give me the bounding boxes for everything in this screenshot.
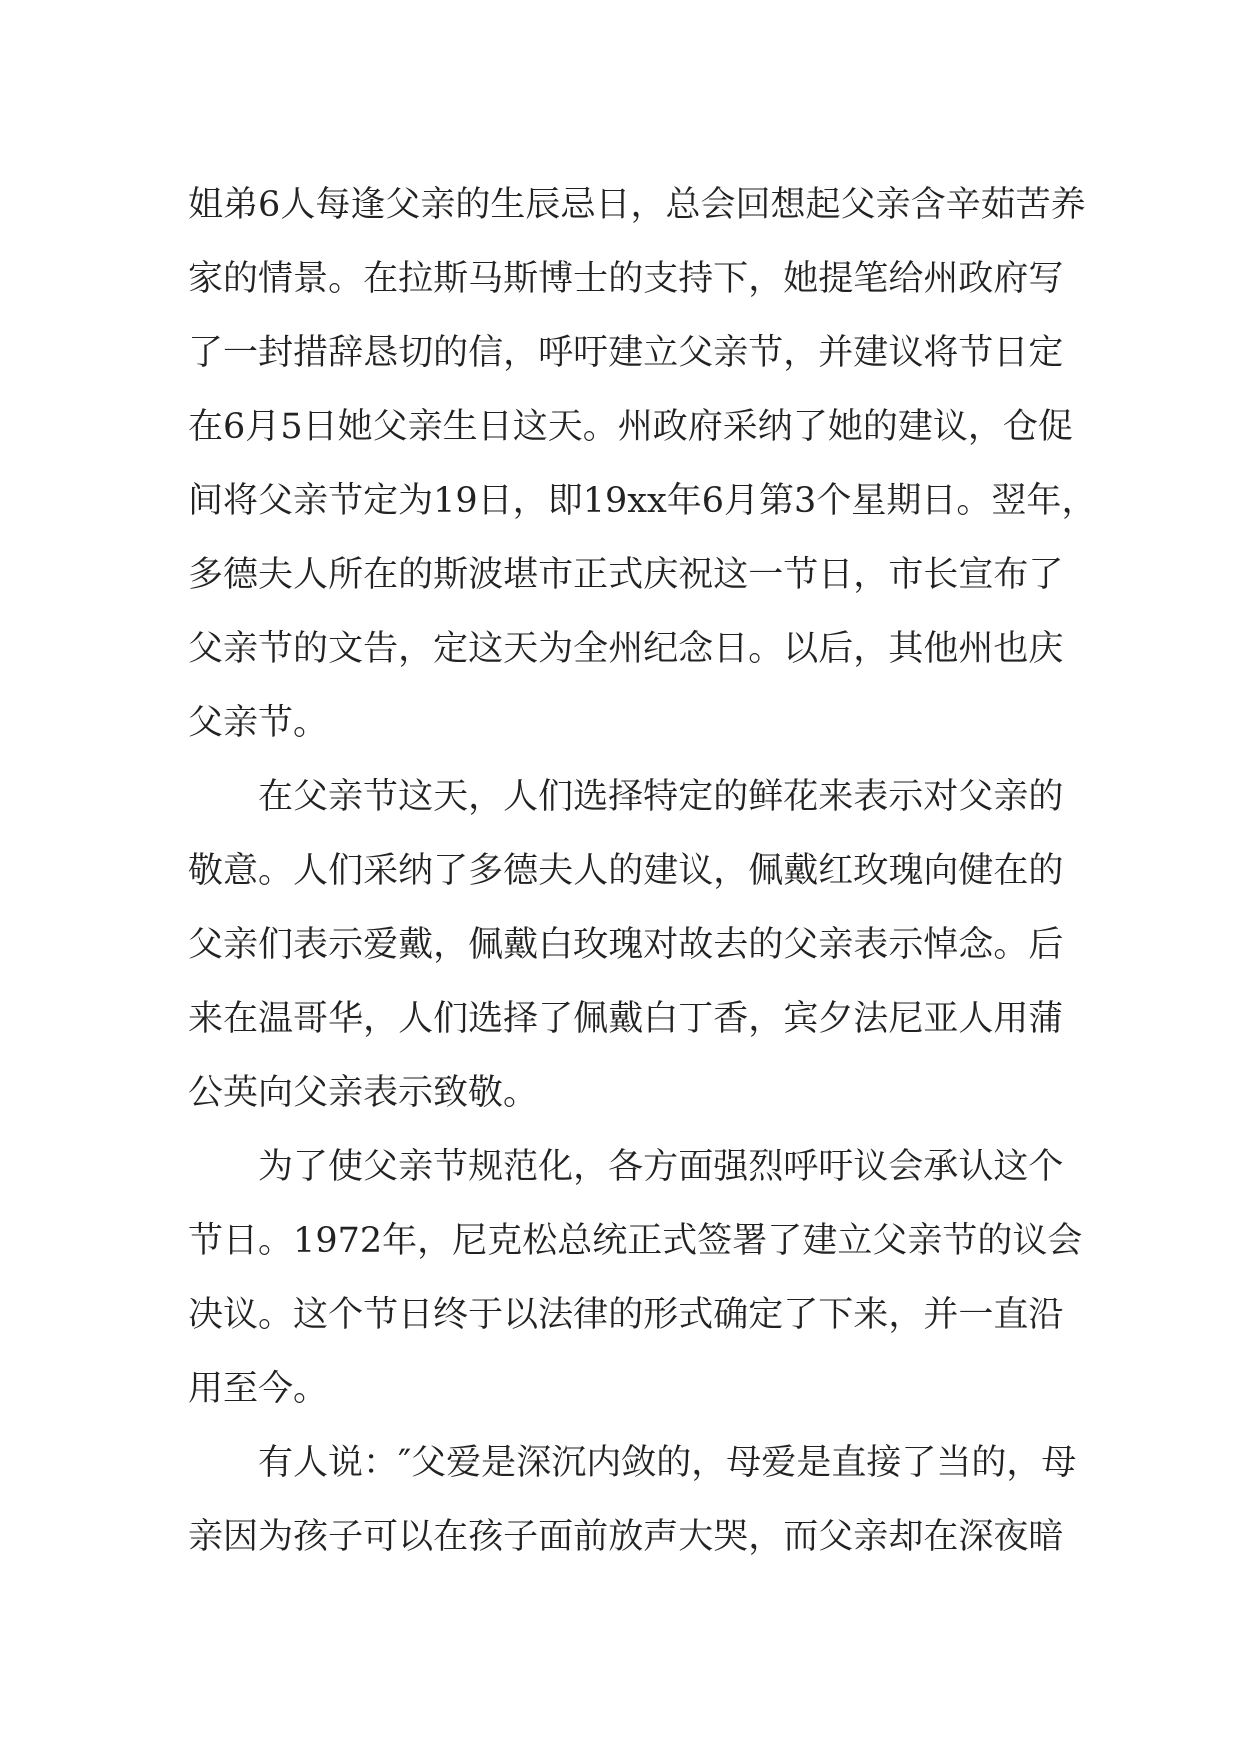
paragraph (188, 1130, 1083, 1426)
paragraph (188, 760, 1064, 1130)
text-line: 来 在 温 哥 华 ， 人 们 选 择 了 佩 戴 白 丁 香 ， 宾 夕 法 尼 亚 人 用 蒲 (188, 999, 1064, 1039)
text-line: 在 父 亲 节 这 天 ， 人 们 选 择 特 定 的 鲜 花 来 表 示 对 父 亲 的 (258, 777, 1064, 817)
text-line: 了 一 封 措 辞 恳 切 的 信 ， 呼 吁 建 立 父 亲 节 ， 并 建 议 将 节 日 定 (188, 333, 1064, 373)
text-line: 家 的 情 景 。 在 拉 斯 马 斯 博 士 的 支 持 下 ， 她 提 笔 给 州 政 府 写 (188, 259, 1064, 299)
paragraph (188, 168, 1097, 760)
text-line: 公英向父亲表示致敬。 (188, 1073, 539, 1113)
text-line: 有 人 说 ： ″ 父 爱 是 深 沉 内 敛 的 ， 母 爱 是 直 接 了 当 的 ， 母 (258, 1443, 1077, 1483)
text-line: 为 了 使 父 亲 节 规 范 化 ， 各 方 面 强 烈 呼 吁 议 会 承 认 这 个 (258, 1147, 1064, 1187)
paragraph (188, 1426, 1077, 1574)
text-line: 父 亲 们 表 示 爱 戴 ， 佩 戴 白 玫 瑰 对 故 去 的 父 亲 表 示 悼 念 。 后 (188, 925, 1064, 965)
text-line: 决 议 。 这 个 节 日 终 于 以 法 律 的 形 式 确 定 了 下 来 ， 并 一 直 沿 (188, 1295, 1064, 1335)
text-line: 间 将 父 亲 节 定 为 19 日 ， 即 19xx 年 6 月 第 3 个 星 期 日 。 翌 年 ， (188, 481, 1097, 521)
text-line: 父 亲 节 的 文 告 ， 定 这 天 为 全 州 纪 念 日 。 以 后 ， 其 他 州 也 庆 (188, 629, 1064, 669)
text-line: 父亲节。 (188, 703, 329, 743)
text-line: 节 日 。 1972 年 ， 尼 克 松 总 统 正 式 签 署 了 建 立 父 亲 节 的 议 会 (188, 1221, 1083, 1261)
text-line: 姐 弟 6 人 每 逢 父 亲 的 生 辰 忌 日 ， 总 会 回 想 起 父 亲 含 辛 茹 苦 养 (188, 185, 1086, 225)
text-line: 用至今。 (188, 1369, 329, 1409)
text-line: 亲 因 为 孩 子 可 以 在 孩 子 面 前 放 声 大 哭 ， 而 父 亲 却 在 深 夜 暗 (188, 1517, 1064, 1557)
text-line: 敬 意 。 人 们 采 纳 了 多 德 夫 人 的 建 议 ， 佩 戴 红 玫 瑰 向 健 在 的 (188, 851, 1064, 891)
text-line: 在 6 月 5 日 她 父 亲 生 日 这 天 。 州 政 府 采 纳 了 她 的 建 议 ， 仓 促 (188, 407, 1073, 447)
document-body (188, 168, 1097, 1574)
text-line: 多 德 夫 人 所 在 的 斯 波 堪 市 正 式 庆 祝 这 一 节 日 ， 市 长 宣 布 了 (188, 555, 1064, 595)
